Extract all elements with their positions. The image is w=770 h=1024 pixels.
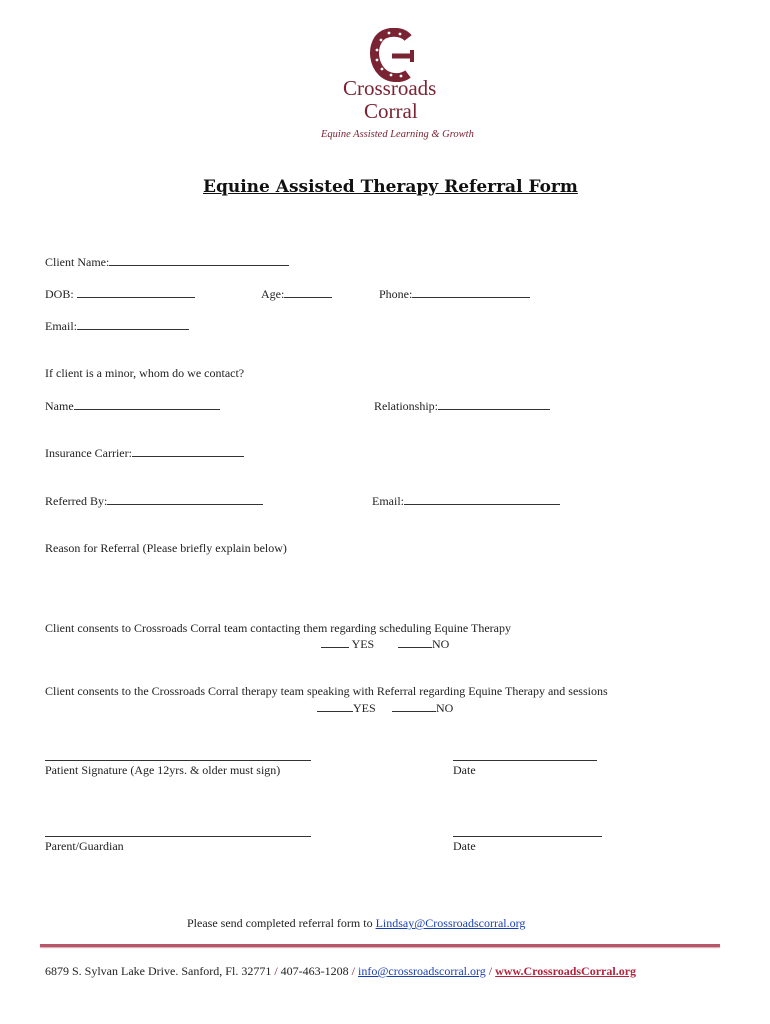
age-label: Age: xyxy=(261,287,285,301)
logo-tagline: Equine Assisted Learning & Growth xyxy=(321,129,474,140)
client-name-field[interactable] xyxy=(45,254,289,270)
consent2-yes-label: YES xyxy=(353,701,376,715)
logo-text-line1: Crossroads xyxy=(343,76,437,100)
logo-text-line2: Corral xyxy=(364,99,418,123)
footer-separator: / xyxy=(488,964,493,978)
consent1-text: Client consents to Crossroads Corral team contacting them regarding scheduling Equine Therapy xyxy=(45,621,511,635)
contact-name-field[interactable] xyxy=(45,398,220,414)
guardian-signature-line[interactable] xyxy=(45,836,311,837)
minor-question: If client is a minor, whom do we contact? xyxy=(45,366,245,380)
referred-by-label: Referred By: xyxy=(45,494,108,508)
client-name-label: Client Name: xyxy=(45,255,110,269)
guardian-signature-label: Parent/Guardian xyxy=(45,839,124,853)
consent1-yes-label: YES xyxy=(351,637,375,651)
consent2-yes-option[interactable] xyxy=(317,700,376,716)
send-email-link[interactable]: Lindsay@Crossroadscorral.org xyxy=(375,916,526,930)
guardian-date-label: Date xyxy=(453,839,476,853)
relationship-field[interactable] xyxy=(374,398,550,414)
patient-date-line[interactable] xyxy=(453,760,597,761)
send-prefix: Please send completed referral form to xyxy=(187,916,376,930)
patient-date-label: Date xyxy=(453,763,476,777)
form-title: Equine Assisted Therapy Referral Form xyxy=(203,177,578,197)
footer-email-link[interactable]: info@crossroadscorral.org xyxy=(358,964,486,978)
email-field[interactable] xyxy=(45,318,189,334)
referrer-email-label: Email: xyxy=(372,494,404,508)
insurance-label: Insurance Carrier: xyxy=(45,446,132,460)
phone-label: Phone: xyxy=(379,287,413,301)
insurance-field[interactable] xyxy=(45,445,244,461)
horseshoe-logo-icon xyxy=(368,28,420,82)
footer xyxy=(45,964,636,979)
patient-signature-label: Patient Signature (Age 12yrs. & older must sign) xyxy=(45,763,281,777)
age-field[interactable] xyxy=(261,286,332,302)
consent2-no-option[interactable] xyxy=(392,700,453,716)
relationship-label: Relationship: xyxy=(374,399,438,413)
guardian-date-line[interactable] xyxy=(453,836,602,837)
consent1-no-label: NO xyxy=(432,637,450,651)
referrer-email-field[interactable] xyxy=(372,493,560,509)
reason-label: Reason for Referral (Please briefly explain below) xyxy=(45,541,287,555)
dob-label: DOB: xyxy=(45,287,74,301)
footer-divider xyxy=(40,944,720,947)
footer-phone: 407-463-1208 xyxy=(280,964,349,978)
footer-separator: / xyxy=(351,964,355,978)
footer-separator: / xyxy=(274,964,278,978)
consent2-no-label: NO xyxy=(436,701,454,715)
patient-signature-line[interactable] xyxy=(45,760,311,761)
footer-website-link[interactable]: www.CrossroadsCorral.org xyxy=(495,964,637,978)
email-label: Email: xyxy=(45,319,77,333)
contact-name-label: Name xyxy=(45,399,74,413)
reason-textarea[interactable] xyxy=(45,560,725,610)
consent2-text: Client consents to the Crossroads Corral therapy team speaking with Referral regarding Equine Therapy and sessions xyxy=(45,684,608,698)
consent1-no-option[interactable] xyxy=(398,636,449,652)
referred-by-field[interactable] xyxy=(45,493,263,509)
phone-field[interactable] xyxy=(379,286,530,302)
send-instruction xyxy=(187,916,525,931)
dob-field[interactable] xyxy=(45,286,195,302)
consent1-yes-option[interactable] xyxy=(321,636,374,652)
footer-address: 6879 S. Sylvan Lake Drive. Sanford, Fl. 32771 xyxy=(45,964,272,978)
